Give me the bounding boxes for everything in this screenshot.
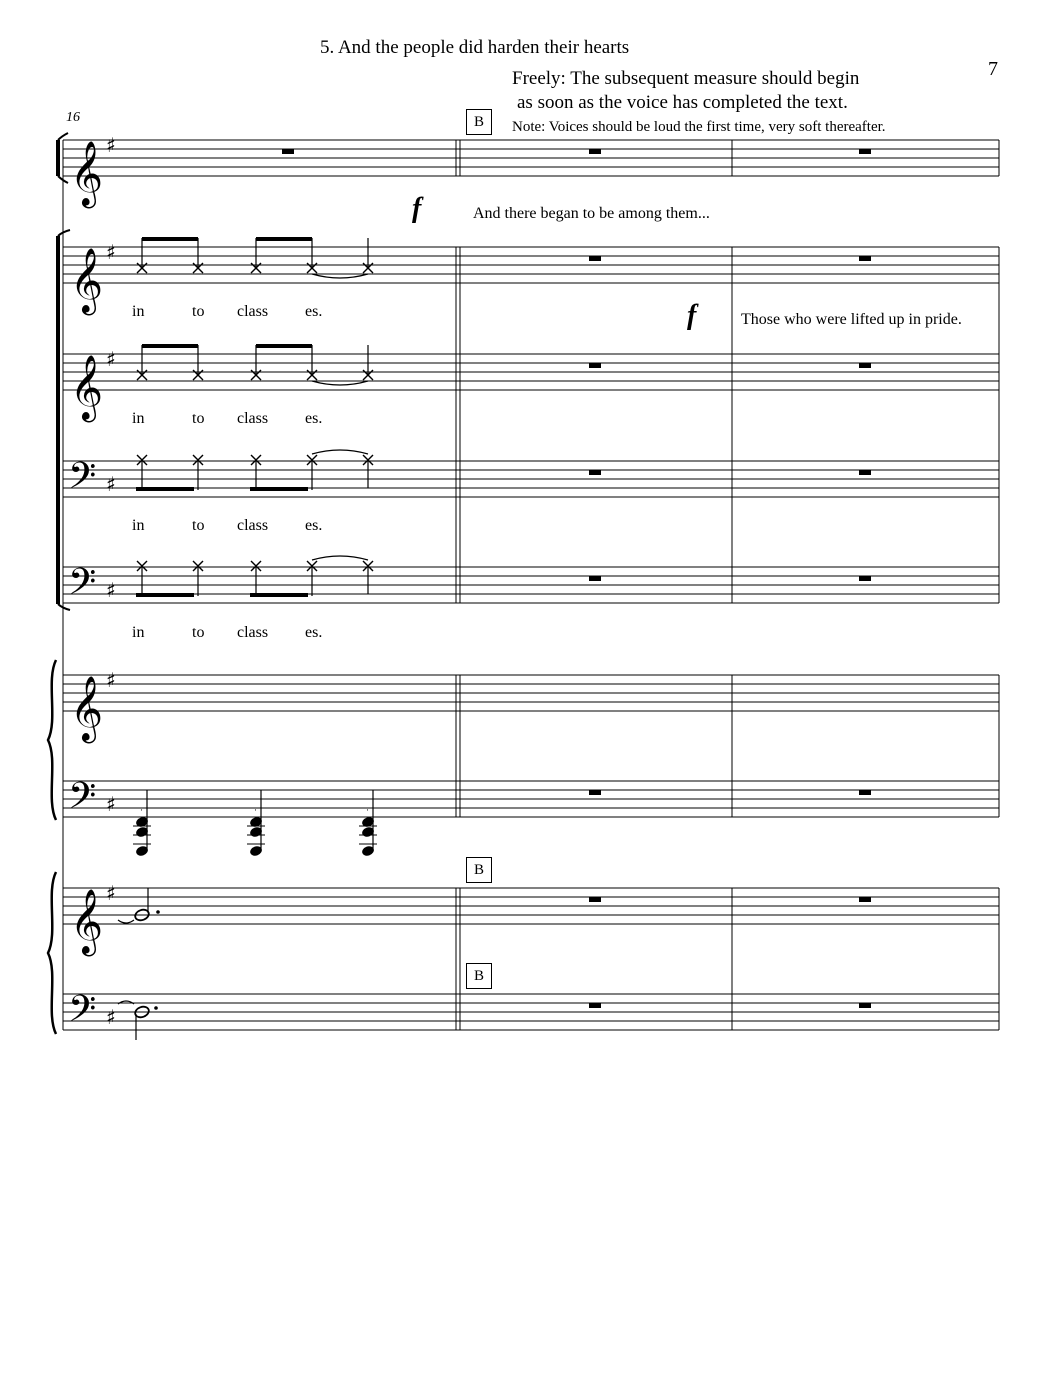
lyric-syllable: in (132, 303, 145, 320)
section-title: 5. And the people did harden their hearts (320, 37, 630, 58)
staff-bracket-hook (58, 133, 68, 140)
whole-rest (859, 897, 871, 902)
staff (63, 354, 999, 390)
staff (63, 888, 999, 924)
key-sharp: ♯ (106, 347, 116, 371)
whole-rest (589, 1003, 601, 1008)
page-number: 7 (988, 58, 998, 80)
bass-clef-icon: 𝄢 (68, 561, 97, 612)
lyric-syllable: es. (305, 410, 323, 427)
augmentation-dot (154, 1006, 158, 1010)
freely-instruction-line1: Freely: The subsequent measure should begin (512, 68, 860, 89)
staff (63, 994, 999, 1030)
whole-rest (859, 470, 871, 475)
rehearsal-mark-piano2-bass: B (466, 963, 492, 989)
tie (312, 381, 368, 385)
staff (63, 675, 999, 711)
key-sharp: ♯ (106, 881, 116, 905)
rehearsal-mark-piano2-treble: B (466, 857, 492, 883)
key-sharp: ♯ (106, 472, 116, 496)
whole-rest (589, 363, 601, 368)
key-sharp: ♯ (106, 240, 116, 264)
lyric-syllable: to (192, 517, 205, 534)
tie (312, 274, 368, 278)
staccato-dot: ˙ (365, 809, 370, 820)
beam (256, 237, 312, 241)
tie (312, 556, 368, 560)
lyric-syllable: class (237, 517, 269, 534)
beam (136, 593, 194, 597)
beam (142, 237, 198, 241)
lyric-syllable: class (237, 410, 269, 427)
bass-clef-icon: 𝄢 (68, 988, 97, 1039)
spoken-text-2: Those who were lifted up in pride. (741, 311, 962, 328)
lyric-syllable: es. (305, 303, 323, 320)
tie (312, 450, 368, 454)
whole-rest (859, 363, 871, 368)
staff-bracket (56, 140, 60, 176)
dynamic-forte-2: f (687, 300, 697, 331)
whole-rest (589, 149, 601, 154)
piano-brace (48, 872, 56, 1034)
beam (250, 593, 308, 597)
whole-rest (859, 790, 871, 795)
lyric-syllable: es. (305, 517, 323, 534)
treble-clef-icon: 𝄞 (70, 248, 104, 313)
lyric-syllable: class (237, 624, 269, 641)
beam (142, 344, 198, 348)
staccato-dot: ˙ (253, 809, 258, 820)
lyric-syllable: in (132, 410, 145, 427)
staff (63, 140, 999, 176)
whole-rest (859, 256, 871, 261)
whole-rest (589, 576, 601, 581)
lyric-syllable: class (237, 303, 269, 320)
bass-clef-icon: 𝄢 (68, 455, 97, 506)
lyric-syllable: to (192, 624, 205, 641)
augmentation-dot (156, 910, 160, 914)
lyric-syllable: to (192, 410, 205, 427)
treble-clef-icon: 𝄞 (70, 889, 104, 954)
treble-clef-icon: 𝄞 (70, 676, 104, 741)
whole-rest (589, 790, 601, 795)
staff (63, 247, 999, 283)
beam (250, 487, 308, 491)
measure-number: 16 (66, 110, 80, 125)
whole-rest (859, 1003, 871, 1008)
choir-bracket (56, 236, 60, 604)
whole-rest (859, 576, 871, 581)
spoken-text-1: And there began to be among them... (473, 205, 710, 222)
key-sharp: ♯ (106, 133, 116, 157)
lyric-syllable: in (132, 624, 145, 641)
whole-rest (589, 470, 601, 475)
beam (136, 487, 194, 491)
whole-rest (589, 897, 601, 902)
staff (63, 461, 999, 497)
staccato-dot: ˙ (139, 809, 144, 820)
treble-clef-icon: 𝄞 (70, 141, 104, 206)
staff (63, 567, 999, 603)
performance-note: Note: Voices should be loud the first time, very soft thereafter. (512, 119, 886, 135)
choir-bracket-hook (58, 230, 70, 236)
dynamic-forte-1: f (412, 193, 422, 224)
key-sharp: ♯ (106, 578, 116, 602)
whole-rest (859, 149, 871, 154)
treble-clef-icon: 𝄞 (70, 355, 104, 420)
staff (63, 781, 999, 817)
lyric-syllable: es. (305, 624, 323, 641)
bass-clef-icon: 𝄢 (68, 775, 97, 826)
key-sharp: ♯ (106, 668, 116, 692)
key-sharp: ♯ (106, 792, 116, 816)
key-sharp: ♯ (106, 1005, 116, 1029)
rehearsal-mark-top: B (466, 109, 492, 135)
lyric-syllable: to (192, 303, 205, 320)
beam (256, 344, 312, 348)
whole-rest (282, 149, 294, 154)
freely-instruction-line2: as soon as the voice has completed the text. (517, 92, 848, 113)
lyric-syllable: in (132, 517, 145, 534)
piano-brace (48, 660, 56, 820)
tie (118, 920, 134, 923)
whole-rest (589, 256, 601, 261)
